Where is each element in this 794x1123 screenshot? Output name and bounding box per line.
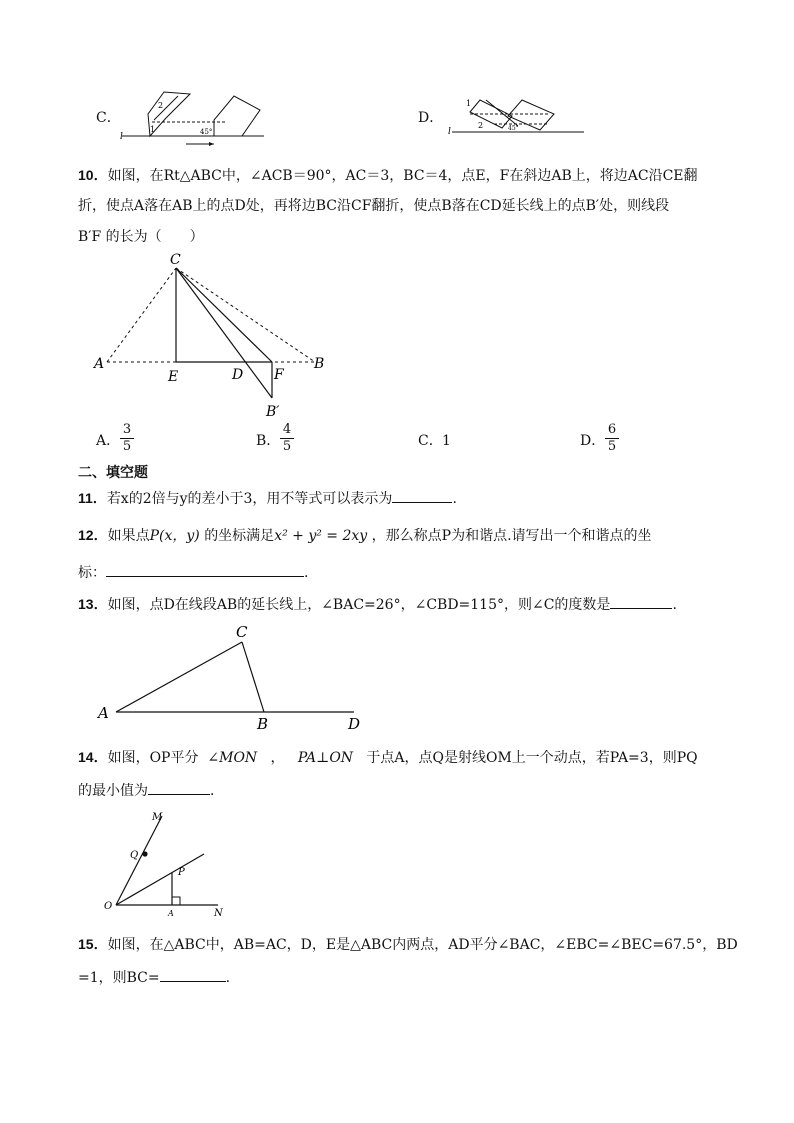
q14-text-c: 于点A，点Q是射线OM上一个动点，若PA=3，则PQ [366,750,698,766]
q14-answer-blank[interactable] [148,780,210,795]
q10-option-b-fraction [280,422,294,455]
q13-label-a: A [98,704,109,722]
q10-option-d-fraction [605,422,619,455]
fig-d-num2: 2 [478,121,484,130]
q14-label-a: A [168,909,174,918]
q10-label-b: B [314,356,325,372]
q15-line1 [78,935,738,954]
q10-line1 [78,166,698,185]
q15-text-line1: 如图，在△ABC中，AB=AC，D，E是△ABC内两点，AD平分∠BAC，∠EBC=∠BEC=67.5°，BD [107,937,738,953]
q14-text-b: ， [270,750,285,766]
q14-end: ． [210,783,224,799]
q10-option-a-num: 3 [120,422,134,439]
q13-end: . [672,597,677,613]
q10-option-c-label: C． [418,433,443,449]
q12-text-b: 的坐标满足 [204,528,275,544]
q10-option-d-den: 5 [607,439,617,454]
q12-equation: x² + y² = 2xy [274,528,368,544]
q12-text-c: ，那么称点P为和谐点.请写出一个和谐点的坐 [371,528,652,544]
q15-answer-blank[interactable] [160,967,226,982]
q12-line1 [78,526,652,545]
q12-number: 12． [78,527,108,543]
q10-option-d-label: D． [580,433,606,449]
q12-line2 [78,562,308,582]
q11-end: . [452,491,457,507]
q15-end: . [225,970,231,986]
q13-label-c: C [236,623,248,641]
q11-number: 11． [78,490,107,506]
q13-line [78,594,677,614]
fig-c-deg: 45° [200,128,213,136]
q14-figure [100,808,230,920]
q15-text-line2: =1，则BC= [78,970,160,986]
q15-number: 15． [78,936,108,952]
q10-option-a-label: A． [96,433,121,449]
q13-answer-blank[interactable] [610,594,672,609]
q10-text-line1: 如图，在Rt△ABC中，∠ACB＝90°，AC＝3，BC＝4，点E，F在斜边AB上，将边AC沿CE翻 [107,168,698,184]
fig-c-num2: 2 [158,101,164,110]
q14-line1 [78,748,698,767]
fig-d-num1: 1 [466,99,472,108]
q10-label-c: C [170,252,181,268]
q10-option-b-label: B． [256,433,281,449]
fig-c-line-label: l [120,132,123,142]
q10-option-a-fraction [120,422,134,455]
q12-point: P(x，y) [149,528,200,544]
fig-d-deg: 45° [508,125,519,132]
q14-number: 14． [78,749,108,765]
q10-label-a: A [94,356,105,372]
q10-text-line2: 折，使点A落在AB上的点D处，再将边BC沿CF翻折，使点B落在CD延长线上的点B′处，则线段 [78,198,670,214]
q10-option-b-num: 4 [280,422,294,439]
q10-label-e: E [168,369,179,385]
q10-label-bprime: B′ [266,404,280,420]
q10-number: 10． [78,167,108,183]
option-c-figure [118,90,268,148]
fig-d-line-label: l [448,127,451,137]
q10-option-b-den: 5 [282,439,292,454]
q12-answer-blank[interactable] [106,562,304,577]
q10-option-a-den: 5 [122,439,132,454]
option-c-label: C． [96,110,121,126]
q14-angle: ∠MON [207,750,258,766]
q10-label-d: D [232,367,244,383]
q14-label-q: Q [130,850,139,861]
q10-option-d-num: 6 [605,422,619,439]
q13-label-d: D [348,715,361,733]
q12-text-line2: 标： [78,565,106,581]
q14-label-m: M [152,812,163,823]
q11-line [78,488,457,508]
q11-answer-blank[interactable] [392,488,452,503]
q14-label-p: P [178,867,185,878]
q11-text: 若x的2倍与y的差小于3，用不等式可以表示为 [106,491,393,507]
section-title-fill-in: 二、填空题 [78,465,148,481]
q14-line2 [78,780,224,800]
q10-label-f: F [274,367,284,383]
option-d-figure [446,92,588,140]
q13-text: 如图，点D在线段AB的延长线上，∠BAC=26°，∠CBD=115°，则∠C的度数是 [107,597,611,613]
q13-figure [96,620,376,736]
q14-label-o: O [104,901,113,912]
q14-perp: PA⊥ON [297,750,354,766]
option-d-label: D． [418,110,444,126]
q13-label-b: B [257,715,269,733]
q14-label-n: N [214,908,223,919]
q14-text-line2: 的最小值为 [78,783,148,799]
q13-number: 13． [78,596,108,612]
q12-text-a: 如果点 [107,528,150,544]
q10-figure [90,250,340,420]
q15-line2 [78,967,230,987]
q14-text-a: 如图，OP平分 [107,750,199,766]
fig-c-num1: 1 [150,125,156,134]
q10-option-c-value: 1 [442,433,451,449]
q12-end: . [304,565,309,581]
q10-text-line3: B′F 的长为（ ） [78,229,204,245]
